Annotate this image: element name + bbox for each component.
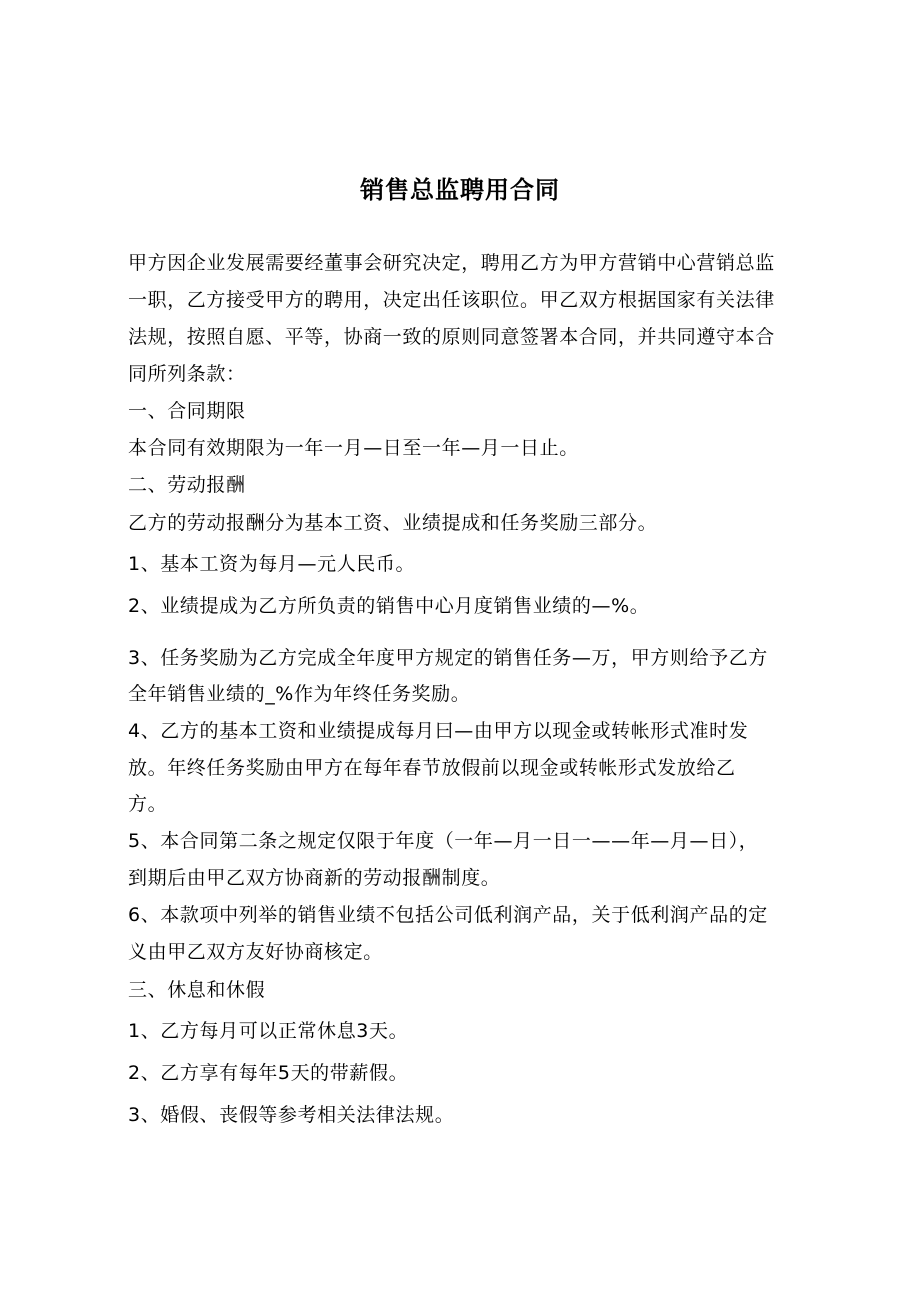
- clause-line: 2、业绩提成为乙方所负责的销售中心月度销售业绩的—%。: [128, 595, 650, 617]
- clause-line: 5、本合同第二条之规定仅限于年度（一年—月一日一——年—月—日），: [128, 830, 759, 852]
- clause-line: 全年销售业绩的_%作为年终任务奖励。: [128, 683, 471, 705]
- clause-line: 1、基本工资为每月—元人民币。: [128, 553, 416, 575]
- section-heading: 一、合同期限: [128, 400, 246, 422]
- paragraph-line: 乙方的劳动报酬分为基本工资、业绩提成和任务奖励三部分。: [128, 512, 658, 534]
- clause-line: 3、任务奖励为乙方完成全年度甲方规定的销售任务—万，甲方则给予乙方: [128, 647, 768, 669]
- clause-line: 放。年终任务奖励由甲方在每年春节放假前以现金或转帐形式发放给乙: [128, 757, 736, 779]
- section-heading: 三、休息和休假: [128, 979, 266, 1001]
- section-heading: 二、劳动报酬: [128, 474, 246, 496]
- paragraph-line: 法规，按照自愿、平等，协商一致的原则同意签署本合同，并共同遵守本合: [128, 326, 775, 348]
- paragraph-line: 同所列条款：: [128, 363, 246, 385]
- clause-line: 义由甲乙双方友好协商核定。: [128, 941, 383, 963]
- clause-line: 2、乙方享有每年5天的带薪假。: [128, 1062, 409, 1084]
- clause-line: 1、乙方每月可以正常休息3天。: [128, 1020, 409, 1042]
- clause-line: 6、本款项中列举的销售业绩不包括公司低利润产品，关于低利润产品的定: [128, 904, 768, 926]
- clause-line: 方。: [128, 793, 168, 815]
- paragraph-line: 甲方因企业发展需要经董事会研究决定，聘用乙方为甲方营销中心营销总监: [128, 252, 775, 274]
- clause-line: 4、乙方的基本工资和业绩提成每月曰—由甲方以现金或转帐形式准时发: [128, 720, 749, 742]
- clause-line: 到期后由甲乙双方协商新的劳动报酬制度。: [128, 867, 501, 889]
- paragraph-line: 一职，乙方接受甲方的聘用，决定出任该职位。甲乙双方根据国家有关法律: [128, 289, 775, 311]
- paragraph-line: 本合同有效期限为一年一月—日至一年—月一日止。: [128, 437, 579, 459]
- clause-line: 3、婚假、丧假等参考相关法律法规。: [128, 1104, 455, 1126]
- document-title: 销售总监聘用合同: [360, 176, 560, 204]
